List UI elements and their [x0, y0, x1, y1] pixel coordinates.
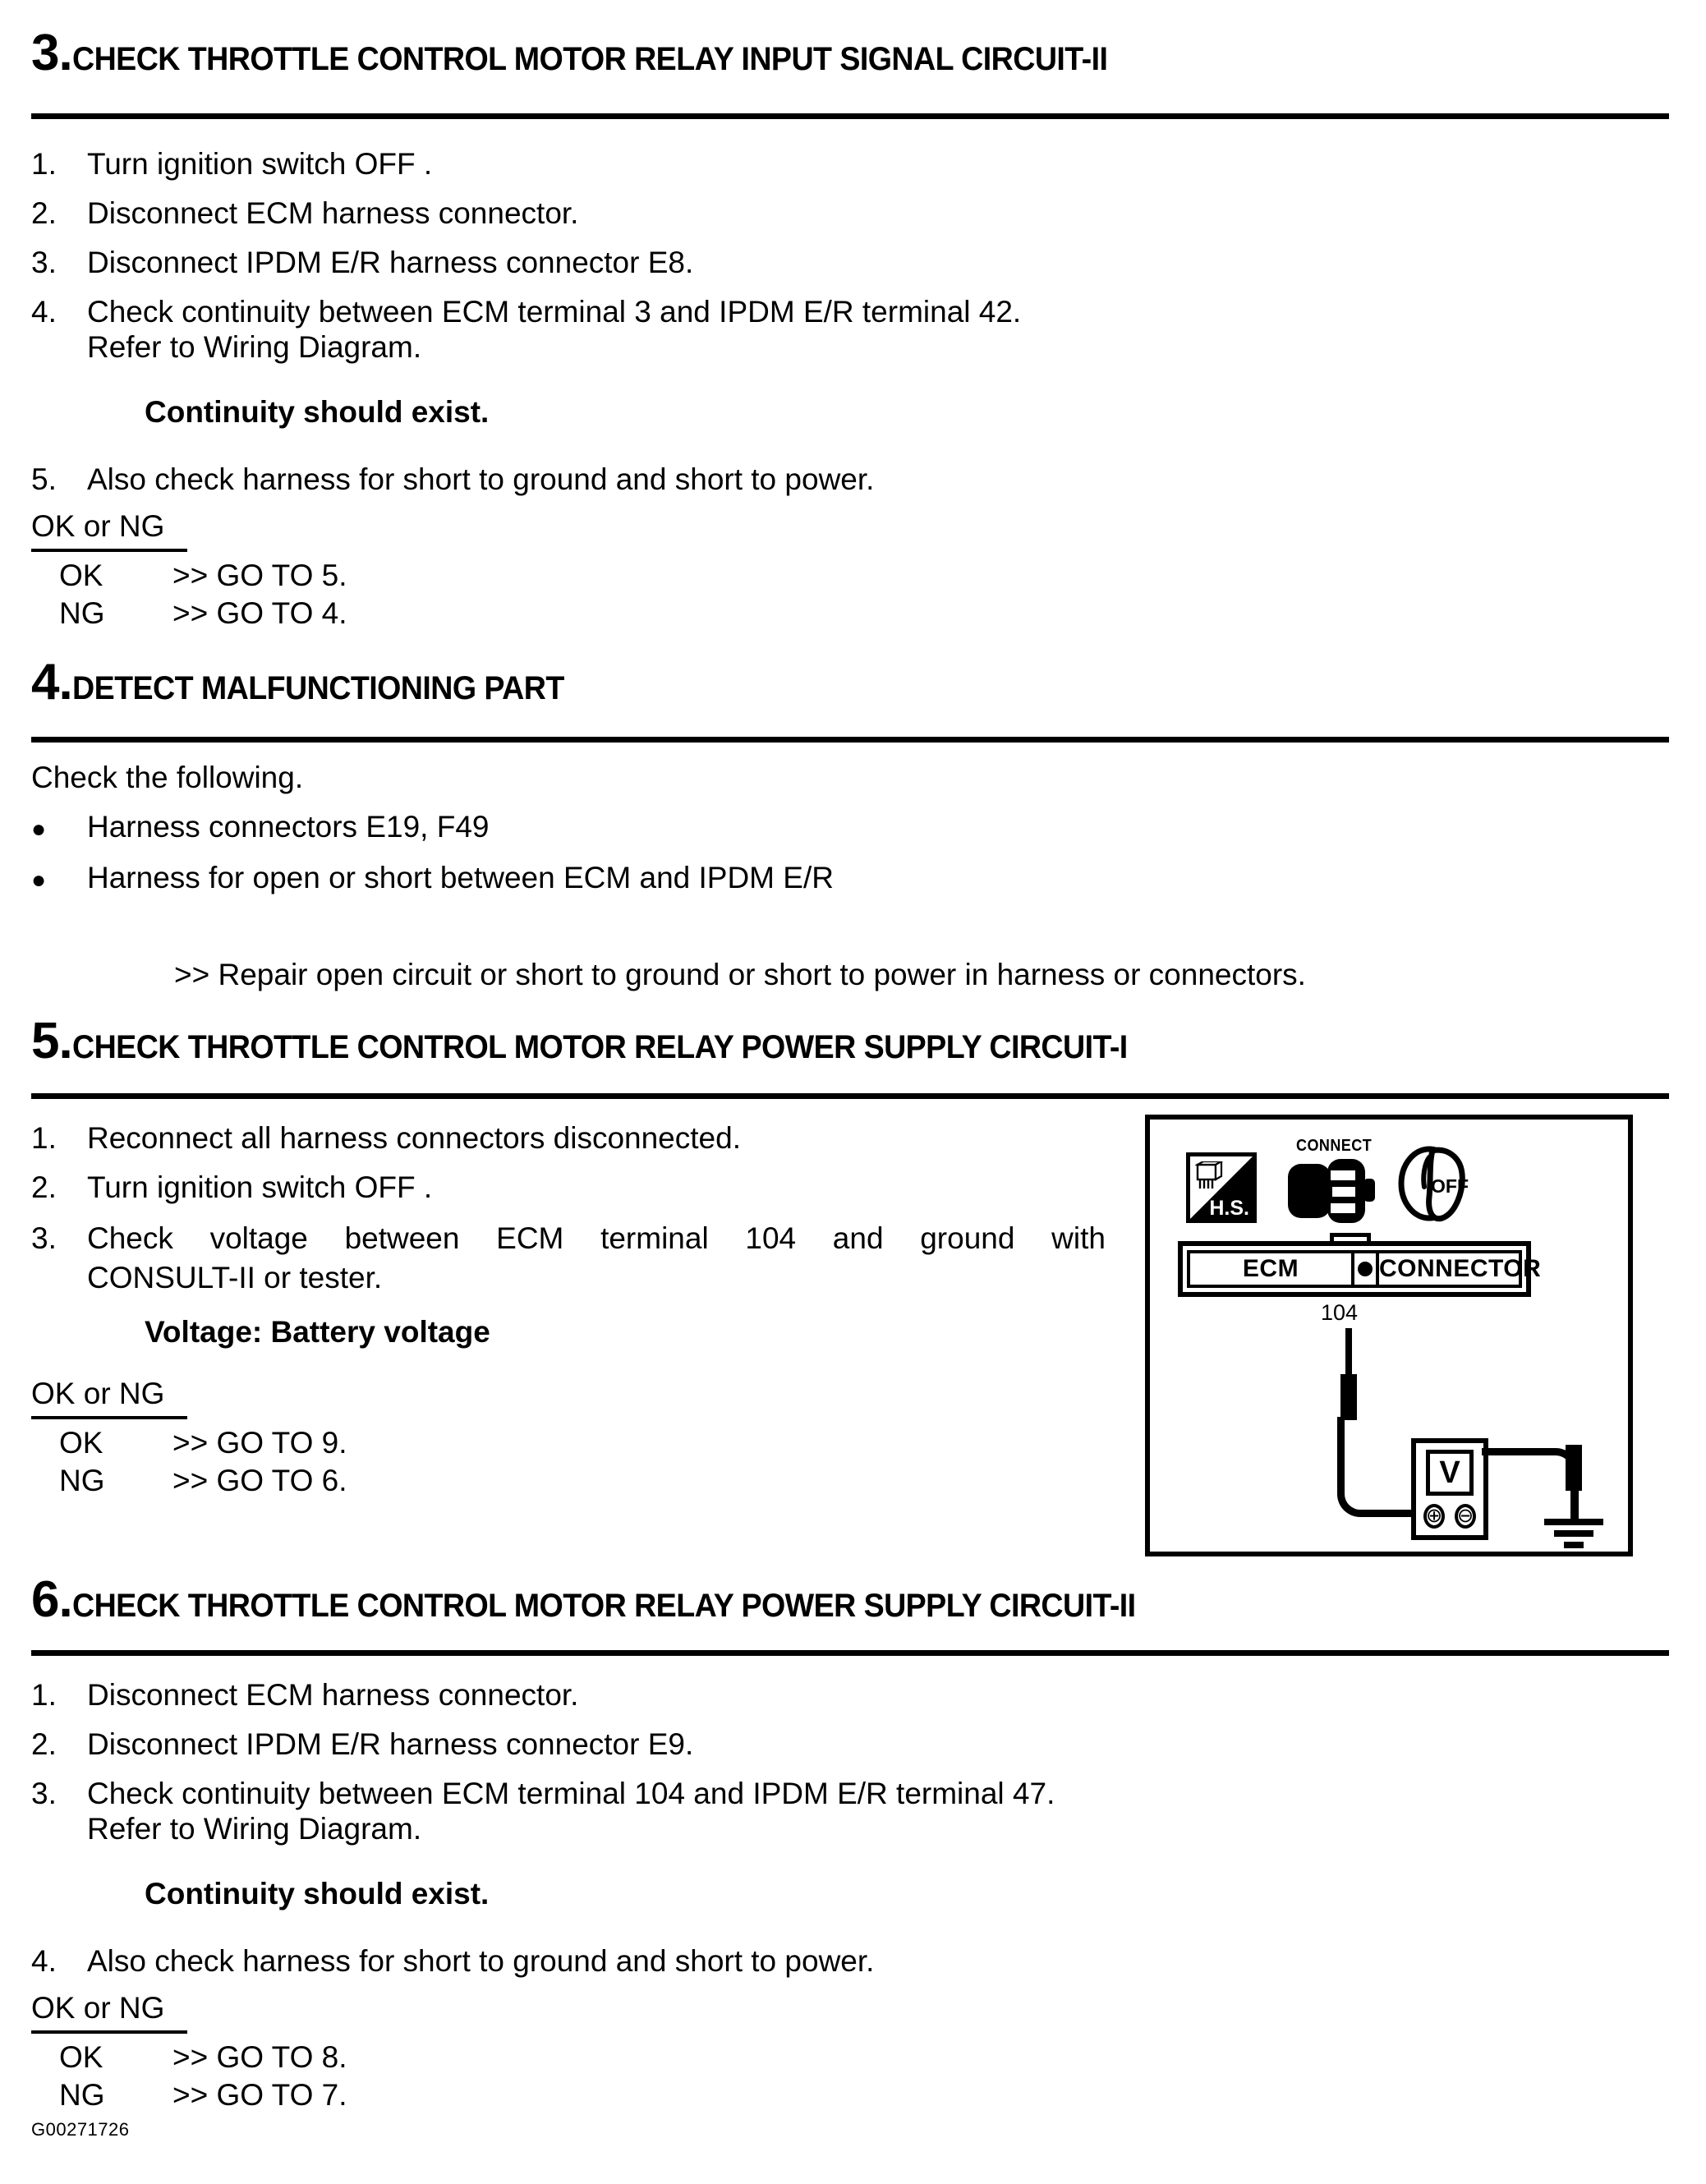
step-5-okng-header: OK or NG — [31, 1377, 165, 1410]
step-6-item-4 — [31, 1943, 874, 1979]
step-3-okng-underline — [31, 549, 187, 552]
probe-body-negative — [1566, 1445, 1582, 1491]
okng-action: >> GO TO 4. — [172, 596, 347, 630]
voltmeter-negative-terminal-icon: ⊖ — [1455, 1504, 1476, 1529]
item-text: Turn ignition switch OFF . — [87, 1170, 433, 1204]
okng-action: >> GO TO 9. — [172, 1426, 347, 1460]
step-4-heading — [31, 654, 595, 710]
step-4-bullet-2 — [31, 860, 834, 896]
item-text-group — [87, 1776, 1055, 1847]
step-4-intro: Check the following. — [31, 761, 304, 794]
wire-positive — [1337, 1417, 1418, 1517]
bullet-text: Harness for open or short between ECM and IPDM E/R — [87, 861, 834, 894]
okng-label: NG — [59, 2078, 105, 2112]
hs-label: H.S. — [1209, 1197, 1249, 1220]
item-text: Also check harness for short to ground and short to power. — [87, 462, 875, 496]
word: terminal — [600, 1221, 709, 1255]
item-number: 1. — [31, 1678, 57, 1712]
voltmeter — [1411, 1438, 1488, 1540]
item-text: Disconnect ECM harness connector. — [87, 1678, 579, 1712]
word: and — [832, 1221, 884, 1255]
step-6-number: 6. — [31, 1571, 72, 1628]
bullet-text: Harness connectors E19, F49 — [87, 810, 490, 844]
step-6-item-2 — [31, 1727, 693, 1762]
probe-tip-positive — [1345, 1328, 1352, 1377]
step-4-bullet-1 — [31, 809, 489, 845]
word: voltage — [209, 1221, 308, 1255]
ecm-label: ECM — [1242, 1255, 1299, 1282]
step-5-number: 5. — [31, 1013, 72, 1069]
step-6-item-3 — [31, 1776, 1055, 1847]
word: Check — [87, 1221, 173, 1255]
okng-label: OK — [59, 2040, 103, 2074]
step-3-item-2 — [31, 195, 578, 231]
okng-action: >> GO TO 7. — [172, 2078, 347, 2112]
step-3-item-5 — [31, 462, 874, 497]
step-5-item-2 — [31, 1170, 432, 1205]
measurement-diagram — [1145, 1115, 1633, 1556]
step-6-okng-underline — [31, 2030, 187, 2034]
connect-label: CONNECT — [1296, 1137, 1373, 1155]
item-number: 2. — [31, 196, 57, 230]
step-6-rule — [31, 1650, 1669, 1656]
ignition-off-icon — [1396, 1141, 1475, 1226]
step-6-spec: Continuity should exist. — [145, 1877, 490, 1910]
step-6-heading — [31, 1571, 1203, 1628]
item-number: 4. — [31, 1944, 57, 1978]
item-text: Also check harness for short to ground and short to power. — [87, 1944, 875, 1978]
bullet-dot-icon: ● — [31, 816, 47, 843]
plug-shape-icon — [1286, 1157, 1378, 1225]
terminal-hole-icon — [1358, 1262, 1373, 1276]
item-number: 3. — [31, 1777, 57, 1810]
wire-negative — [1482, 1448, 1579, 1520]
step-3-spec: Continuity should exist. — [145, 395, 490, 429]
step-5-spec: Voltage: Battery voltage — [145, 1315, 490, 1349]
item-text: Turn ignition switch OFF . — [87, 147, 433, 181]
step-3-okng-row-ng — [59, 596, 347, 631]
step-6-item-1 — [31, 1677, 578, 1713]
step-3-okng-row-ok — [59, 559, 347, 593]
word: ground — [920, 1221, 1015, 1255]
connect-icon — [1285, 1138, 1380, 1228]
word: between — [344, 1221, 460, 1255]
item-text: Reconnect all harness connectors disconnected. — [87, 1121, 741, 1155]
item-number: 2. — [31, 1170, 57, 1204]
connector-label: CONNECTOR — [1379, 1255, 1542, 1282]
probe-body-positive — [1340, 1374, 1357, 1420]
connector-glyph-icon — [1195, 1161, 1228, 1191]
item-text-line-2: Refer to Wiring Diagram. — [87, 330, 422, 365]
step-4-number: 4. — [31, 654, 72, 710]
item-text-line-1: Check continuity between ECM terminal 104 and IPDM E/R terminal 47. — [87, 1777, 1055, 1810]
step-5-okng-underline — [31, 1416, 187, 1419]
okng-action: >> GO TO 6. — [172, 1464, 347, 1497]
step-3-rule — [31, 113, 1669, 119]
step-5-item-1 — [31, 1120, 741, 1156]
terminal-number-label: 104 — [1321, 1300, 1359, 1325]
item-number: 3. — [31, 246, 57, 279]
okng-label: NG — [59, 596, 105, 630]
terminal-cell — [1351, 1253, 1379, 1285]
footer-reference-code: G00271726 — [31, 2119, 130, 2140]
okng-label: OK — [59, 1426, 103, 1460]
word: 104 — [745, 1221, 797, 1255]
step-5-rule — [31, 1093, 1669, 1099]
item-number: 5. — [31, 462, 57, 496]
step-5-title: CHECK THROTTLE CONTROL MOTOR RELAY POWER SUPPLY CIRCUIT-I — [71, 1029, 1128, 1065]
step-3-okng-header: OK or NG — [31, 509, 165, 543]
step-3-number: 3. — [31, 25, 72, 81]
ignition-off-label: OFF — [1431, 1175, 1469, 1197]
step-6-title: CHECK THROTTLE CONTROL MOTOR RELAY POWER SUPPLY CIRCUIT-II — [71, 1588, 1136, 1624]
item-text-line-2: Refer to Wiring Diagram. — [87, 1812, 422, 1846]
item-number: 3. — [31, 1221, 57, 1255]
item-text-line-1 — [87, 1219, 1106, 1258]
item-text: Disconnect IPDM E/R harness connector E8. — [87, 246, 694, 279]
item-text-line-1: Check continuity between ECM terminal 3 and IPDM E/R terminal 42. — [87, 295, 1022, 329]
okng-action: >> GO TO 5. — [172, 559, 347, 592]
bullet-dot-icon: ● — [31, 867, 47, 894]
okng-label: NG — [59, 1464, 105, 1497]
item-number: 1. — [31, 147, 57, 181]
item-text-group — [87, 294, 1021, 366]
item-number: 4. — [31, 295, 57, 329]
item-number: 2. — [31, 1727, 57, 1761]
ecm-connector-bar — [1178, 1241, 1542, 1297]
item-text: Disconnect ECM harness connector. — [87, 196, 579, 230]
step-4-rule — [31, 737, 1669, 743]
step-4-result: >> Repair open circuit or short to ground or short to power in harness or connectors. — [174, 958, 1306, 991]
step-3-item-4 — [31, 294, 1021, 366]
okng-label: OK — [59, 559, 103, 592]
step-4-title: DETECT MALFUNCTIONING PART — [71, 670, 564, 706]
step-6-okng-header: OK or NG — [31, 1991, 165, 2025]
step-5-item-3 — [31, 1219, 1106, 1298]
step-3-item-3 — [31, 245, 693, 280]
harness-side-icon — [1186, 1152, 1257, 1223]
item-text-line-2: CONSULT-II or tester. — [87, 1261, 383, 1295]
step-6-okng-row-ng — [59, 2078, 347, 2113]
step-5-okng-row-ok — [59, 1426, 347, 1460]
word: ECM — [496, 1221, 564, 1255]
word: with — [1051, 1221, 1106, 1255]
step-5-heading — [31, 1013, 1194, 1069]
step-6-okng-row-ok — [59, 2040, 347, 2075]
voltmeter-display: V — [1426, 1450, 1474, 1496]
voltmeter-positive-terminal-icon: ⊕ — [1423, 1504, 1445, 1529]
okng-action: >> GO TO 8. — [172, 2040, 347, 2074]
ecm-connector-inner — [1187, 1250, 1542, 1288]
step-3-item-1 — [31, 146, 432, 182]
step-3-heading — [31, 25, 1174, 81]
step-3-title: CHECK THROTTLE CONTROL MOTOR RELAY INPUT SIGNAL CIRCUIT-II — [71, 41, 1108, 77]
item-number: 1. — [31, 1121, 57, 1155]
item-text: Disconnect IPDM E/R harness connector E9. — [87, 1727, 694, 1761]
step-5-okng-row-ng — [59, 1464, 347, 1498]
